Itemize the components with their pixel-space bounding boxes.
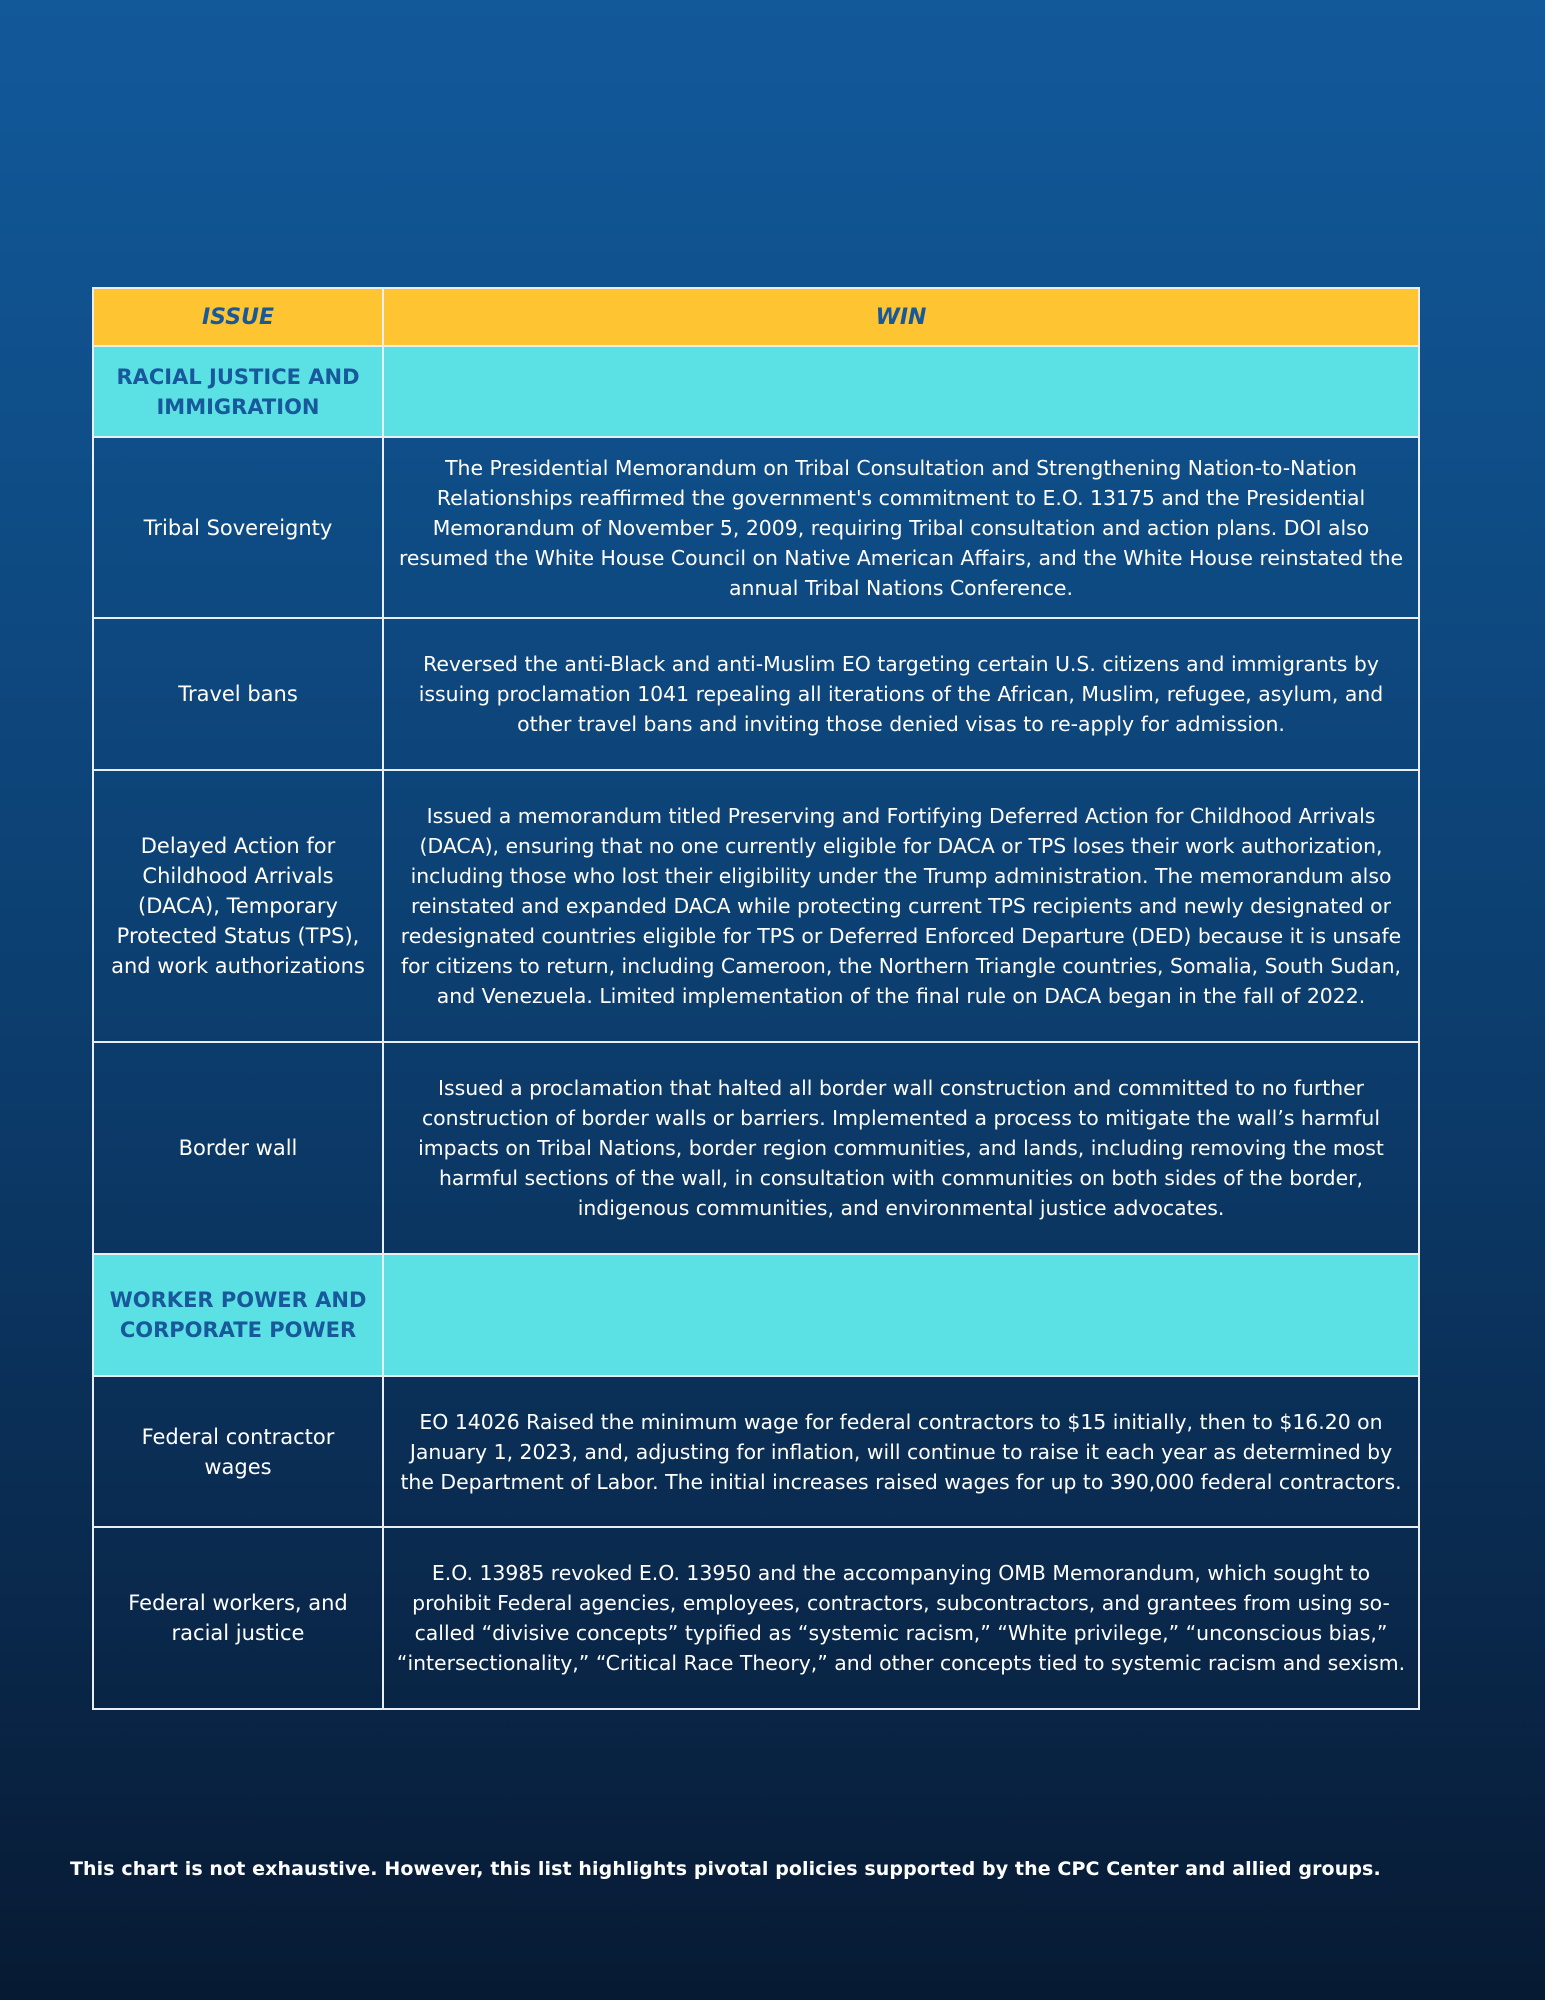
table-row-border-wall: [93, 1042, 1419, 1254]
section-empty-cell: [383, 346, 1419, 437]
issue-cell: Tribal Sovereignty: [93, 437, 383, 618]
policy-wins-table: [92, 287, 1420, 1710]
table-row-federal-workers: [93, 1527, 1419, 1709]
issue-cell: Border wall: [93, 1042, 383, 1254]
section-title: WORKER POWER AND CORPORATE POWER: [93, 1254, 383, 1376]
issue-cell: Federal contractor wages: [93, 1376, 383, 1527]
policy-wins-table-container: [92, 287, 1418, 1710]
footnote: This chart is not exhaustive. However, this list highlights pivotal policies supported by the CPC Center and allied groups.: [70, 1858, 1381, 1880]
table-row-travel-bans: [93, 618, 1419, 770]
table-row-daca-tps: [93, 770, 1419, 1042]
section-row-racial-justice: [93, 346, 1419, 437]
win-cell: E.O. 13985 revoked E.O. 13950 and the accompanying OMB Memorandum, which sought to prohibit Federal agencies, employees, contractors, subcontractors, and grantees from using so-called “divisive concepts” typified as “systemic racism,” “White privilege,” “unconscious bias,” “intersectionality,” “Critical Race Theory,” and other concepts tied to systemic racism and sexism.: [383, 1527, 1419, 1709]
win-column-header: WIN: [383, 288, 1419, 346]
win-cell: Issued a memorandum titled Preserving and Fortifying Deferred Action for Childhood Arrivals (DACA), ensuring that no one currently eligible for DACA or TPS loses their work authorization, including those who lost their eligibility under the Trump administration. The memorandum also reinstated and expanded DACA while protecting current TPS recipients and newly designated or redesignated countries eligible for TPS or Deferred Enforced Departure (DED) because it is unsafe for citizens to return, including Cameroon, the Northern Triangle countries, Somalia, South Sudan, and Venezuela. Limited implementation of the final rule on DACA began in the fall of 2022.: [383, 770, 1419, 1042]
section-title: RACIAL JUSTICE AND IMMIGRATION: [93, 346, 383, 437]
win-cell: The Presidential Memorandum on Tribal Consultation and Strengthening Nation-to-Nation Relationships reaffirmed the government's commitment to E.O. 13175 and the Presidential Memorandum of November 5, 2009, requiring Tribal consultation and action plans. DOI also resumed the White House Council on Native American Affairs, and the White House reinstated the annual Tribal Nations Conference.: [383, 437, 1419, 618]
issue-cell: Travel bans: [93, 618, 383, 770]
issue-column-header: ISSUE: [93, 288, 383, 346]
win-cell: Issued a proclamation that halted all border wall construction and committed to no further construction of border walls or barriers. Implemented a process to mitigate the wall’s harmful impacts on Tribal Nations, border region communities, and lands, including removing the most harmful sections of the wall, in consultation with communities on both sides of the border, indigenous communities, and environmental justice advocates.: [383, 1042, 1419, 1254]
issue-cell: Federal workers, and racial justice: [93, 1527, 383, 1709]
table-row-tribal-sovereignty: [93, 437, 1419, 618]
issue-cell: Delayed Action for Childhood Arrivals (DACA), Temporary Protected Status (TPS), and work authorizations: [93, 770, 383, 1042]
win-cell: EO 14026 Raised the minimum wage for federal contractors to $15 initially, then to $16.20 on January 1, 2023, and, adjusting for inflation, will continue to raise it each year as determined by the Department of Labor. The initial increases raised wages for up to 390,000 federal contractors.: [383, 1376, 1419, 1527]
section-row-worker-power: [93, 1254, 1419, 1376]
section-empty-cell: [383, 1254, 1419, 1376]
table-header-row: [93, 288, 1419, 346]
table-row-federal-contractor-wages: [93, 1376, 1419, 1527]
win-cell: Reversed the anti-Black and anti-Muslim EO targeting certain U.S. citizens and immigrants by issuing proclamation 1041 repealing all iterations of the African, Muslim, refugee, asylum, and other travel bans and inviting those denied visas to re-apply for admission.: [383, 618, 1419, 770]
